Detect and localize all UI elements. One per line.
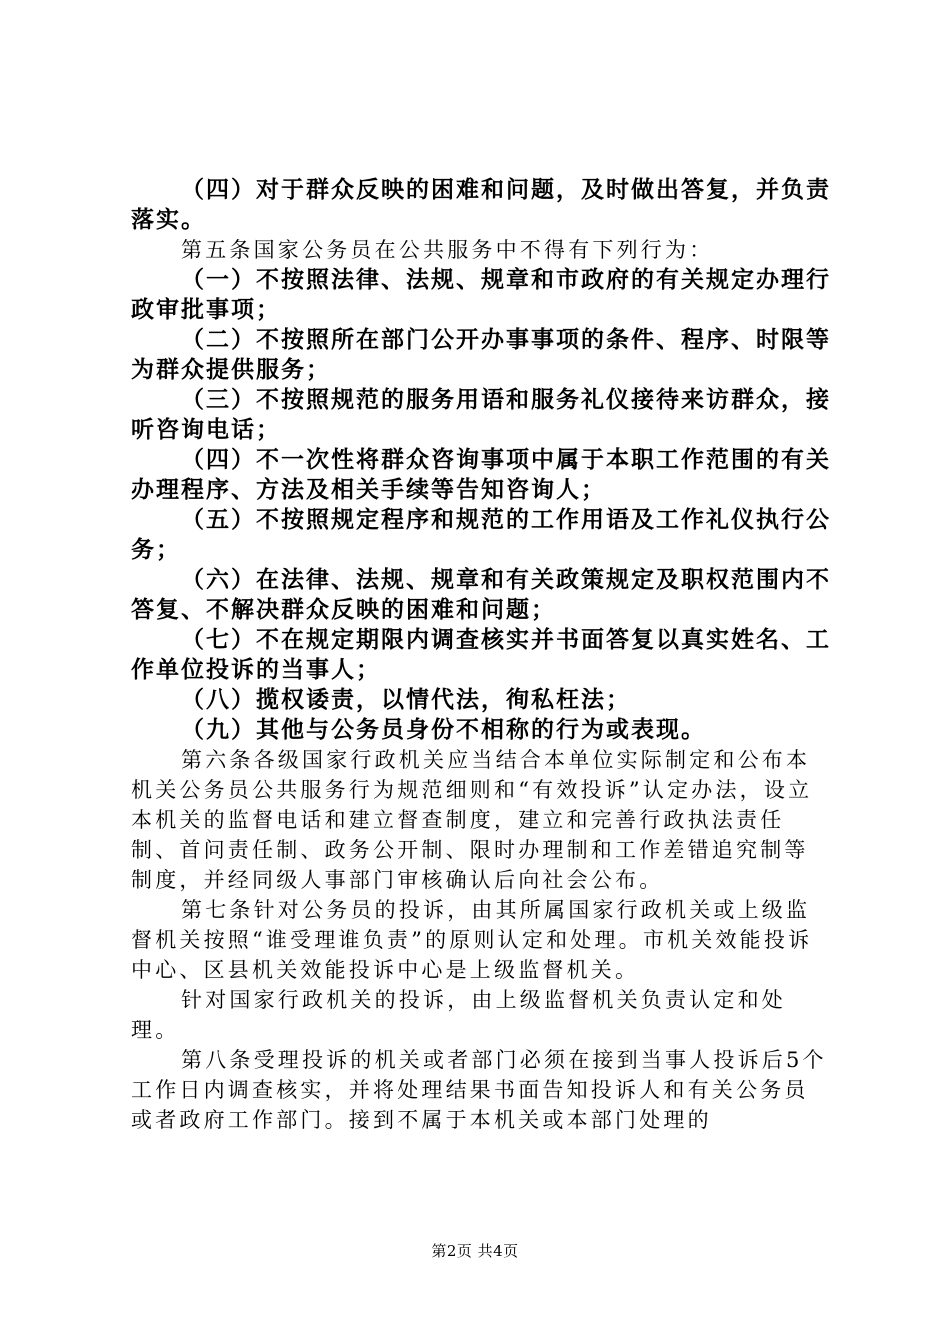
prohibited-item-1: （一）不按照法律、法规、规章和市政府的有关规定办理行政审批事项； bbox=[131, 267, 831, 323]
prohibited-item-5: （五）不按照规定程序和规范的工作用语及工作礼仪执行公务； bbox=[131, 507, 831, 563]
prohibited-item-7: （七）不在规定期限内调查核实并书面答复以真实姓名、工作单位投诉的当事人； bbox=[131, 627, 831, 683]
article-7: 第七条针对公务员的投诉，由其所属国家行政机关或上级监督机关按照“谁受理谁负责”的原则认定和处理。市机关效能投诉中心、区县机关效能投诉中心是上级监督机关。 bbox=[131, 898, 813, 982]
prohibited-item-2: （二）不按照所在部门公开办事事项的条件、程序、时限等为群众提供服务； bbox=[131, 327, 831, 383]
document-body bbox=[131, 175, 831, 1135]
article-6: 第六条各级国家行政机关应当结合本单位实际制定和公布本机关公务员公共服务行为规范细则和“有效投诉”认定办法，设立本机关的监督电话和建立督查制度，建立和完善行政执法责任制、首问责任制、政务公开制、限时办理制和工作差错追究制等制度，并经同级人事部门审核确认后向社会公布。 bbox=[131, 748, 813, 892]
prohibited-item-6: （六）在法律、法规、规章和有关政策规定及职权范围内不答复、不解决群众反映的困难和问题； bbox=[131, 567, 831, 623]
prohibited-item-9: （九）其他与公务员身份不相称的行为或表现。 bbox=[181, 717, 706, 743]
article-7-supplement: 针对国家行政机关的投诉，由上级监督机关负责认定和处理。 bbox=[131, 988, 786, 1042]
page-number-footer: 第2页 共4页 bbox=[431, 1242, 519, 1260]
prohibited-item-3: （三）不按照规范的服务用语和服务礼仪接待来访群众，接听咨询电话； bbox=[131, 387, 831, 443]
article-8: 第八条受理投诉的机关或者部门必须在接到当事人投诉后5个工作日内调查核实，并将处理结果书面告知投诉人和有关公务员或者政府工作部门。接到不属于本机关或本部门处理的 bbox=[131, 1048, 827, 1132]
paragraph-item-4-reply: （四）对于群众反映的困难和问题，及时做出答复，并负责落实。 bbox=[131, 177, 831, 233]
article-5-heading: 第五条国家公务员在公共服务中不得有下列行为： bbox=[181, 238, 714, 262]
prohibited-item-8: （八）揽权诿责，以情代法，徇私枉法； bbox=[181, 687, 631, 713]
prohibited-item-4: （四）不一次性将群众咨询事项中属于本职工作范围的有关办理程序、方法及相关手续等告知咨询人； bbox=[131, 447, 831, 503]
